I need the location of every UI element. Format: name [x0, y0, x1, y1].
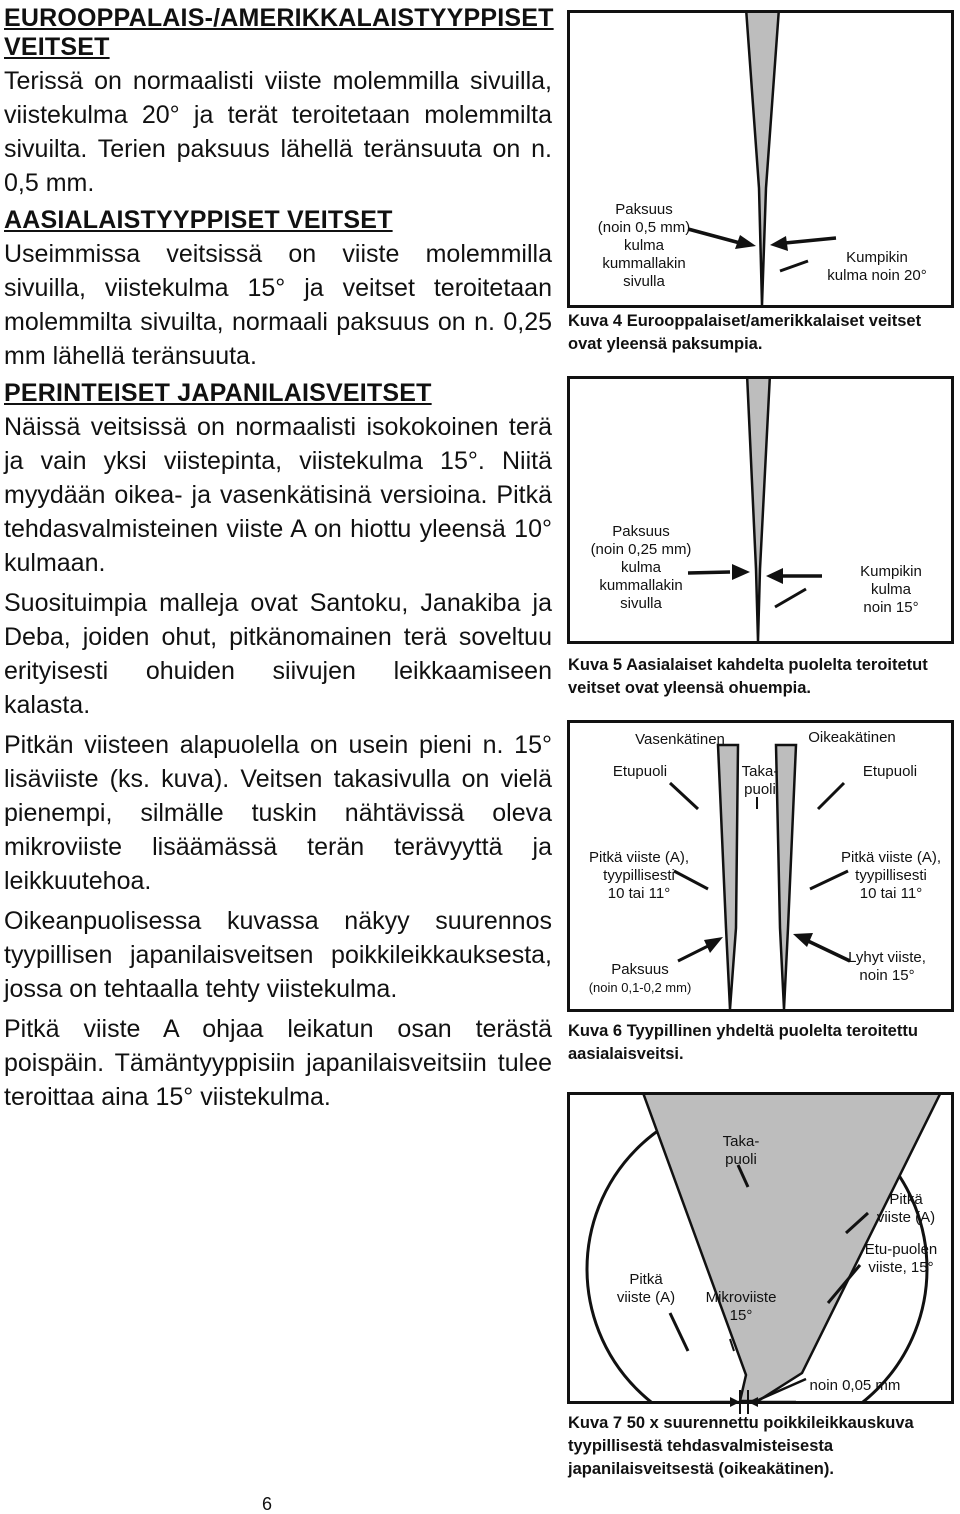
label-line: 15° [729, 1307, 753, 1324]
right-front-pointer [818, 783, 844, 809]
label-line: Taka- [741, 763, 779, 780]
angle-arrow-head [766, 568, 783, 584]
heading-japanese-knives: PERINTEISET JAPANILAISVEITSET [4, 379, 432, 407]
label-line: (noin 0,1-0,2 mm) [588, 980, 692, 995]
label-line: Pitkä [889, 1191, 923, 1208]
figure-5-thickness-label [576, 523, 706, 613]
figure-4-caption [568, 310, 921, 356]
angle-arrow-head [770, 236, 788, 251]
figure-5-frame [567, 376, 954, 644]
figure-5-caption [568, 654, 928, 700]
caption-line: Kuva 4 Eurooppalaiset/amerikkalaiset veitset [568, 312, 922, 330]
short-bevel-label [832, 949, 942, 985]
left-bevel-pointer [670, 1313, 688, 1351]
label-line: sivulla [623, 273, 665, 290]
label-line: Kumpikin [860, 563, 922, 580]
left-handed-title: Vasenkätinen [635, 731, 725, 748]
right-bevel-label [826, 849, 954, 903]
angle-pointer-line [775, 589, 806, 607]
figure-5-angle-label [836, 563, 946, 617]
figure-7-micro-bevel-label [694, 1289, 788, 1325]
figure-6-caption [568, 1020, 918, 1066]
arrow-right-head [748, 1397, 758, 1407]
label-line: Paksuus [615, 201, 673, 218]
figure-7-frame [567, 1092, 954, 1404]
label-line: kulma [623, 237, 664, 254]
figure-7-thickness-label: noin 0,05 mm [809, 1377, 901, 1394]
label-line: Taka- [722, 1133, 760, 1150]
label-line: Paksuus [612, 523, 670, 540]
caption-line: Kuva 7 50 x suurennettu poikkileikkauskuva [568, 1414, 914, 1432]
label-line: tyypillisesti [603, 867, 675, 884]
paragraph-european-knives: Terissä on normaalisti viiste molemmilla sivuilla, viistekulma 20° ja terät teroitetaan molemmilta sivuilta. Terien paksuus lähellä teränsuuta on n. 0,5 mm. [4, 67, 552, 197]
label-line: (noin 0,25 mm) [590, 541, 692, 558]
paragraph-asian-knives: Useimmissa veitsissä on viiste molemmilla sivuilla, viistekulma 15° ja veitset teroitetaan molemmilta sivuilta, normaali paksuus on n. 0,25 mm lähellä teränsuuta. [4, 240, 552, 370]
thickness-arrow-head [732, 564, 750, 580]
label-line: Paksuus [611, 961, 669, 978]
label-line: 10 tai 11° [859, 885, 923, 902]
label-line: Pitkä viiste (A), [588, 849, 690, 866]
text-column [4, 4, 552, 1120]
short-bevel-arrow-head [793, 933, 813, 947]
thickness-arrow [678, 945, 710, 961]
thickness-label [572, 961, 708, 997]
caption-line: veitset ovat yleensä ohuempia. [568, 679, 812, 697]
label-line: kummallakin [602, 255, 686, 272]
label-line: Mikroviiste [705, 1289, 777, 1306]
figure-4-frame [567, 10, 954, 308]
left-front-pointer [670, 783, 698, 809]
caption-line: japanilaisveitsestä (oikeakätinen). [568, 1460, 834, 1478]
left-front-label: Etupuoli [612, 763, 668, 780]
label-line: kulma noin 20° [827, 267, 927, 284]
label-line: viiste (A) [616, 1289, 676, 1306]
label-line: Etu-puolen [864, 1241, 938, 1258]
label-line: viiste, 15° [868, 1259, 934, 1276]
label-line: puoli [725, 1151, 757, 1168]
label-line: Kumpikin [846, 249, 908, 266]
label-line: puoli [744, 781, 776, 798]
page-number: 6 [262, 1494, 273, 1514]
label-line: Pitkä [629, 1271, 663, 1288]
arrow-left-head [730, 1397, 740, 1407]
blade-shape [746, 13, 779, 305]
paragraph-sharpening-angle: Pitkä viiste A ohjaa leikatun osan terästä poispäin. Tämäntyyppisiin japanilaisveitsiin tulee teroittaa aina 15° viistekulma. [4, 1015, 552, 1111]
figure-4-thickness-label [584, 201, 704, 291]
label-line: Lyhyt viiste, [848, 949, 926, 966]
label-line: tyypillisesti [855, 867, 927, 884]
right-front-label: Etupuoli [862, 763, 918, 780]
paragraph-japanese-knives: Näissä veitsissä on normaalisti isokokoinen terä ja vain yksi viistepinta, viistekulma 15°. Niitä myydään oikea- ja vasenkätisinä versioina. Pitkä tehdasvalmisteinen viiste A on hiottu yleensä 10° kulmaan. [4, 413, 552, 577]
label-line: kulma [620, 559, 661, 576]
figure-7-caption [568, 1412, 914, 1481]
label-line: noin 15° [863, 599, 919, 616]
angle-pointer-line [780, 261, 808, 271]
label-line: kulma [870, 581, 911, 598]
label-line: (noin 0,5 mm) [597, 219, 691, 236]
figure-7-front-bevel-label [846, 1241, 954, 1277]
figure-7-back-label [706, 1133, 776, 1169]
caption-line: ovat yleensä paksumpia. [568, 335, 763, 353]
paragraph-cross-section: Oikeanpuolisessa kuvassa näkyy suurennos tyypillisen japanilaisveitsen poikkileikkauksesta, jossa on tehtaalla tehty viistekulma. [4, 907, 552, 1003]
right-handed-title: Oikeakätinen [808, 729, 896, 746]
paragraph-secondary-bevel: Pitkän viisteen alapuolella on usein pieni n. 15° lisäviiste (ks. kuva). Veitsen takasivulla on vielä pienempi, silmälle tuskin nähtävissä oleva mikroviiste lisäämässä terän terävyyttä ja leikkuutehoa. [4, 731, 552, 895]
figure-4-angle-label [812, 249, 942, 285]
caption-line: Kuva 5 Aasialaiset kahdelta puolelta teroitetut [568, 656, 928, 674]
label-line: 10 tai 11° [607, 885, 671, 902]
label-line: viiste (A) [876, 1209, 936, 1226]
blade-shape [747, 379, 770, 641]
thickness-arrow-head [704, 937, 723, 953]
label-line: kummallakin [599, 577, 683, 594]
figure-7-long-bevel-left-label [606, 1271, 686, 1307]
figure-7-long-bevel-right-label [856, 1191, 954, 1227]
paragraph-popular-models: Suosituimpia malleja ovat Santoku, Janakiba ja Deba, joiden ohut, pitkänomainen terä soveltuu erityisesti ohuiden siivujen leikkaamiseen kalasta. [4, 589, 552, 719]
left-bevel-label [574, 849, 704, 903]
heading-european-knives: EUROOPPALAIS-/AMERIKKALAISTYYPPISET VEITSET [4, 4, 554, 61]
figure-6-frame [567, 720, 954, 1012]
label-line: sivulla [620, 595, 662, 612]
heading-asian-knives: AASIALAISTYYPPISET VEITSET [4, 206, 393, 234]
back-label [730, 763, 790, 799]
caption-line: tyypillisestä tehdasvalmisteisesta [568, 1437, 834, 1455]
thickness-arrow-head [735, 235, 756, 249]
label-line: Pitkä viiste (A), [840, 849, 942, 866]
caption-line: Kuva 6 Tyypillinen yhdeltä puolelta teroitettu [568, 1022, 918, 1040]
caption-line: aasialaisveitsi. [568, 1045, 684, 1063]
angle-arrow [785, 238, 836, 243]
label-line: noin 15° [859, 967, 915, 984]
